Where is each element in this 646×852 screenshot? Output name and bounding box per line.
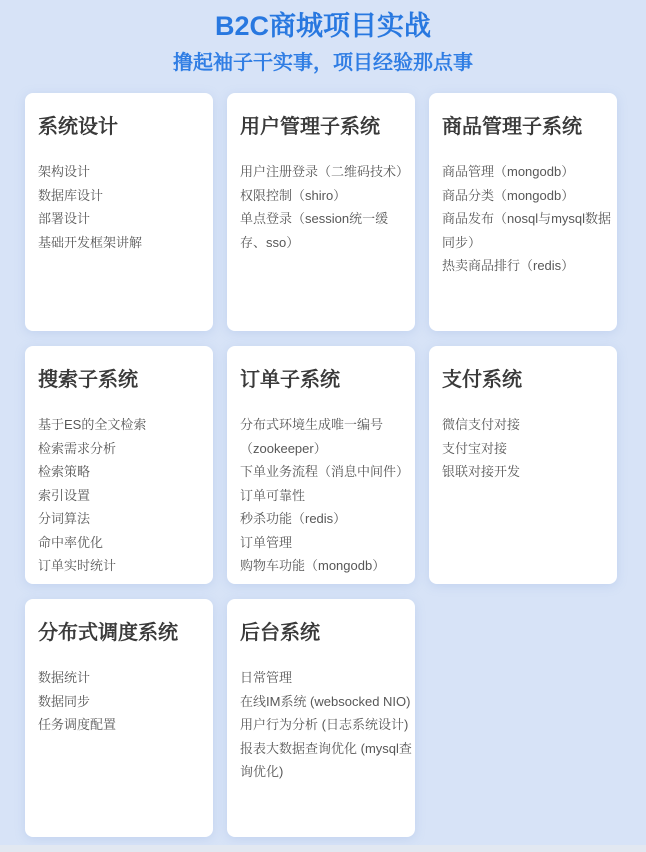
card-title: 商品管理子系统	[442, 116, 582, 138]
card-item: 订单实时统计	[38, 558, 117, 573]
card-order-subsystem	[227, 346, 415, 584]
card-user-management-subsystem	[227, 93, 415, 331]
card-item: 数据库设计	[38, 187, 104, 203]
card-item: 日常管理	[240, 670, 293, 685]
card-item: 单点登录（session统一缓存、sso）	[240, 211, 389, 250]
card-item: 订单可靠性	[240, 487, 306, 503]
card-item-list	[38, 666, 211, 737]
card-title: 订单子系统	[240, 369, 340, 391]
card-title: 分布式调度系统	[38, 622, 178, 644]
card-item: 订单管理	[240, 534, 293, 550]
card-item-list	[38, 413, 211, 578]
card-item-list	[442, 413, 615, 484]
card-item-list	[38, 160, 211, 254]
card-item: 购物车功能（mongodb）	[240, 558, 386, 573]
card-item: 报表大数据查询优化 (mysql查询优化)	[240, 740, 412, 779]
card-item: 分布式环境生成唯一编号（zookeeper）	[240, 417, 384, 456]
card-item-list	[240, 413, 413, 578]
card-item: 商品分类（mongodb）	[442, 187, 575, 203]
card-item: 权限控制（shiro）	[240, 187, 347, 203]
card-title: 支付系统	[442, 369, 522, 391]
card-item: 命中率优化	[38, 534, 104, 550]
card-product-management-subsystem	[429, 93, 617, 331]
card-item: 下单业务流程（消息中间件）	[240, 464, 410, 479]
card-item: 基于ES的全文检索	[38, 417, 147, 432]
card-payment-system	[429, 346, 617, 584]
card-item: 秒杀功能（redis）	[240, 511, 347, 526]
card-item: 检索需求分析	[38, 440, 117, 456]
page-subtitle: 撸起袖子干实事，项目经验那点事	[173, 52, 473, 74]
bottom-edge-strip	[0, 845, 646, 852]
card-distributed-scheduling-system	[25, 599, 213, 837]
card-item: 任务调度配置	[38, 717, 117, 732]
card-item: 用户注册登录（二维码技术）	[240, 164, 410, 179]
card-item: 商品管理（mongodb）	[442, 164, 575, 179]
card-item: 基础开发框架讲解	[38, 234, 143, 250]
card-item: 索引设置	[38, 487, 91, 503]
card-item: 商品发布（nosql与mysql数据同步）	[442, 211, 612, 250]
page-title: B2C商城项目实战	[214, 11, 431, 41]
card-item: 分词算法	[38, 511, 91, 526]
card-title: 搜索子系统	[38, 369, 138, 391]
card-backend-system	[227, 599, 415, 837]
card-system-design	[25, 93, 213, 331]
card-item: 架构设计	[38, 164, 91, 179]
card-item: 数据统计	[38, 670, 91, 685]
card-grid	[0, 93, 646, 837]
card-item: 用户行为分析 (日志系统设计)	[240, 717, 409, 732]
card-item-list	[240, 666, 413, 784]
card-item-list	[240, 160, 413, 254]
card-item: 热卖商品排行（redis）	[442, 258, 575, 273]
card-item: 在线IM系统 (websocked NIO)	[240, 693, 411, 709]
page-header	[0, 0, 646, 93]
card-item: 微信支付对接	[442, 417, 521, 432]
card-title: 后台系统	[240, 622, 320, 644]
card-item: 银联对接开发	[442, 464, 521, 479]
card-item: 部署设计	[38, 211, 91, 226]
card-item: 数据同步	[38, 693, 91, 709]
card-title: 系统设计	[38, 116, 118, 138]
card-title: 用户管理子系统	[240, 116, 380, 138]
card-item: 支付宝对接	[442, 440, 508, 456]
card-item-list	[442, 160, 615, 278]
card-search-subsystem	[25, 346, 213, 584]
card-item: 检索策略	[38, 464, 91, 479]
